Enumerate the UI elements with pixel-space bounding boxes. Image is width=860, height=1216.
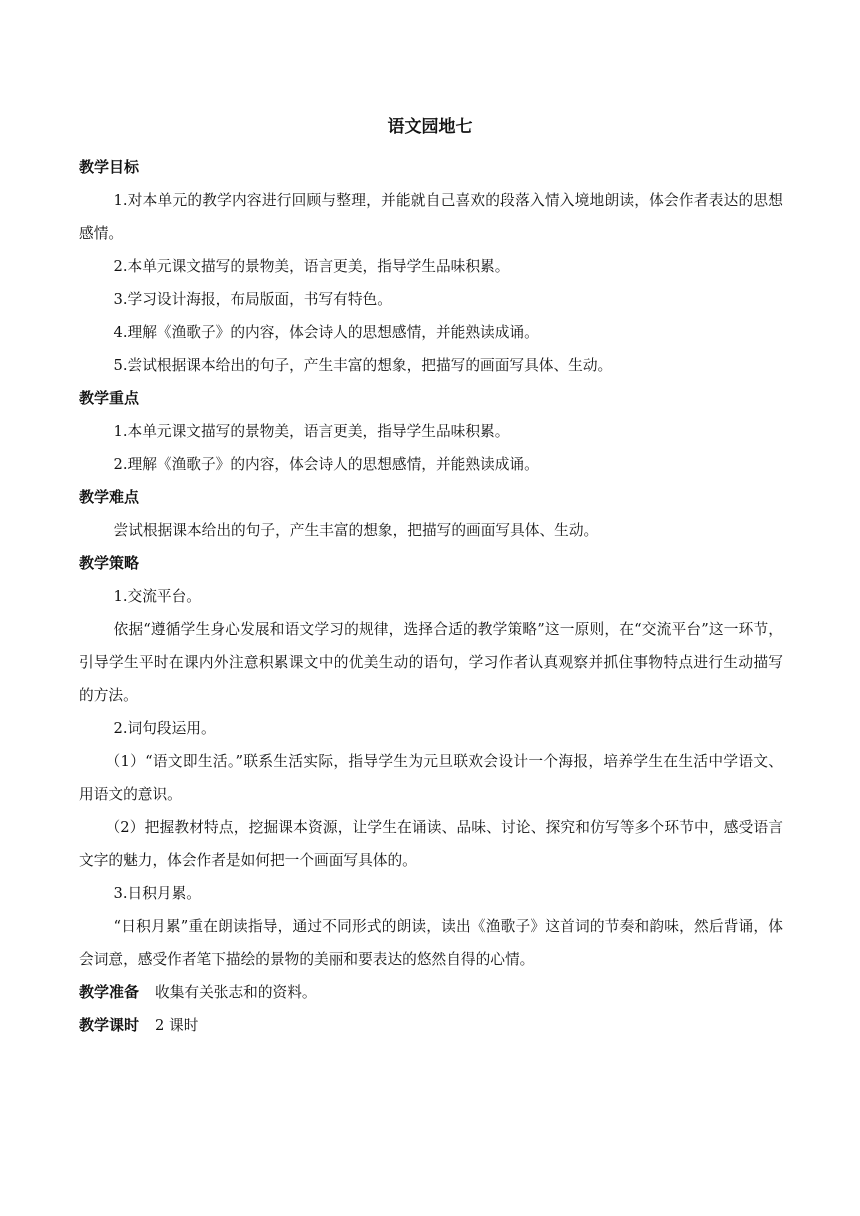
objective-item: 3.学习设计海报，布局版面，书写有特色。 [113,291,392,308]
strategy-2-item-a: （1）“语文即生活。”联系生活实际，指导学生为元旦联欢会设计一个海报，培养学生在生活中学语文、用语文的意识。 [79,753,783,803]
class-hours-text: 2 课时 [155,1017,199,1034]
strategy-1-title: 1.交流平台。 [113,588,201,605]
difficulties-text: 尝试根据课本给出的句子，产生丰富的想象，把描写的画面写具体、生动。 [113,522,599,539]
key-point-item: 1.本单元课文描写的景物美，语言更美，指导学生品味积累。 [113,423,510,440]
strategies-heading: 教学策略 [79,554,140,572]
objective-item: 1.对本单元的教学内容进行回顾与整理，并能就自己喜欢的段落入情入境地朗读，体会作者表达的思想感情。 [79,192,783,242]
strategy-2-item-b: （2）把握教材特点，挖掘课本资源，让学生在诵读、品味、讨论、探究和仿写等多个环节中，感受语言文字的魅力，体会作者是如何把一个画面写具体的。 [79,819,783,869]
objective-item: 5.尝试根据课本给出的句子，产生丰富的想象，把描写的画面写具体、生动。 [113,357,613,374]
difficulties-heading: 教学难点 [79,488,140,506]
strategy-3-text: “日积月累”重在朗读指导，通过不同形式的朗读，读出《渔歌子》这首词的节奏和韵味，然后背诵，体会词意，感受作者笔下描绘的景物的美丽和要表达的悠然自得的心情。 [79,918,783,968]
strategy-2-title: 2.词句段运用。 [113,720,216,737]
key-point-item: 2.理解《渔歌子》的内容，体会诗人的思想感情，并能熟读成诵。 [113,456,539,473]
preparation-row [79,976,783,1009]
strategy-3-title: 3.日积月累。 [113,885,201,902]
strategy-1-text: 依据“遵循学生身心发展和语文学习的规律，选择合适的教学策略”这一原则，在“交流平台”这一环节，引导学生平时在课内外注意积累课文中的优美生动的语句，学习作者认真观察并抓住事物特点进行生动描写的方法。 [79,621,783,704]
class-hours-label: 教学课时 [79,1016,140,1034]
objectives-heading: 教学目标 [79,158,140,176]
objective-item: 4.理解《渔歌子》的内容，体会诗人的思想感情，并能熟读成诵。 [113,324,539,341]
objective-item: 2.本单元课文描写的景物美，语言更美，指导学生品味积累。 [113,258,510,275]
document-body [79,151,783,1042]
class-hours-row [79,1009,783,1042]
preparation-label: 教学准备 [79,983,140,1001]
page-title: 语文园地七 [387,117,473,137]
preparation-text: 收集有关张志和的资料。 [155,984,317,1001]
key-points-heading: 教学重点 [79,389,140,407]
